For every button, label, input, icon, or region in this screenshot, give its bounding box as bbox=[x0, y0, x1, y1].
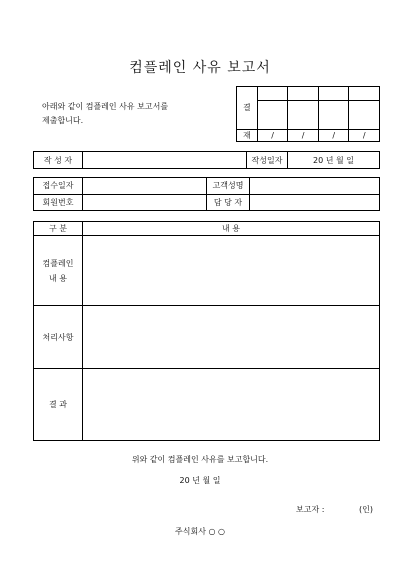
approval-date-slash: / bbox=[349, 129, 380, 141]
member-number-field[interactable] bbox=[83, 194, 207, 211]
manager-field[interactable] bbox=[250, 194, 380, 211]
approval-sign-cell[interactable] bbox=[318, 101, 349, 130]
category-header: 구 분 bbox=[34, 222, 83, 236]
intro-line-2: 제출합니다. bbox=[42, 116, 84, 125]
content-header: 내 용 bbox=[83, 222, 380, 236]
complaint-content-field[interactable] bbox=[83, 236, 380, 306]
approval-date-slash: / bbox=[257, 129, 288, 141]
document-title: 컴플레인 사유 보고서 bbox=[129, 60, 271, 76]
intro-text bbox=[42, 100, 168, 128]
approval-cell[interactable] bbox=[288, 87, 319, 101]
result-field[interactable] bbox=[83, 368, 380, 440]
handling-label: 처리사항 bbox=[34, 306, 83, 368]
approval-label-bottom: 재 bbox=[237, 129, 258, 141]
approval-sign-cell[interactable] bbox=[288, 101, 319, 130]
intro-line-1: 아래와 같이 컴플레인 사유 보고서를 bbox=[42, 102, 169, 111]
approval-cell[interactable] bbox=[318, 87, 349, 101]
reporter-label: 보고자 : bbox=[296, 505, 325, 514]
handling-field[interactable] bbox=[83, 306, 380, 368]
received-date-field[interactable] bbox=[83, 178, 207, 195]
approval-table bbox=[236, 86, 380, 142]
seal-mark: (인) bbox=[359, 505, 373, 514]
received-date-label: 접수일자 bbox=[34, 178, 83, 195]
approval-sign-cell[interactable] bbox=[349, 101, 380, 130]
date-field[interactable]: 20 년 월 일 bbox=[288, 152, 380, 169]
approval-date-slash: / bbox=[288, 129, 319, 141]
complaint-content-label bbox=[34, 236, 83, 306]
complaint-label-line-1: 컴플레인 bbox=[42, 258, 74, 268]
approval-cell[interactable] bbox=[257, 87, 288, 101]
writer-label: 작 성 자 bbox=[34, 152, 83, 169]
complaint-label-line-2: 내 용 bbox=[49, 273, 67, 283]
writer-field[interactable] bbox=[83, 152, 247, 169]
approval-sign-cell[interactable] bbox=[257, 101, 288, 130]
approval-label-top: 결 bbox=[237, 87, 258, 130]
info-table bbox=[33, 177, 380, 211]
report-date: 20 년 월 일 bbox=[179, 476, 221, 485]
company-name: 주식회사 ○ ○ bbox=[175, 527, 225, 536]
member-number-label: 회원번호 bbox=[34, 194, 83, 211]
writer-table bbox=[33, 151, 380, 169]
result-label: 결 과 bbox=[34, 368, 83, 440]
manager-label: 담 당 자 bbox=[207, 194, 250, 211]
date-label: 작성일자 bbox=[247, 152, 288, 169]
approval-cell[interactable] bbox=[349, 87, 380, 101]
report-statement: 위와 같이 컴플레인 사유를 보고합니다. bbox=[131, 455, 269, 464]
customer-name-field[interactable] bbox=[250, 178, 380, 195]
approval-date-slash: / bbox=[318, 129, 349, 141]
customer-name-label: 고객성명 bbox=[207, 178, 250, 195]
main-table bbox=[33, 221, 380, 441]
